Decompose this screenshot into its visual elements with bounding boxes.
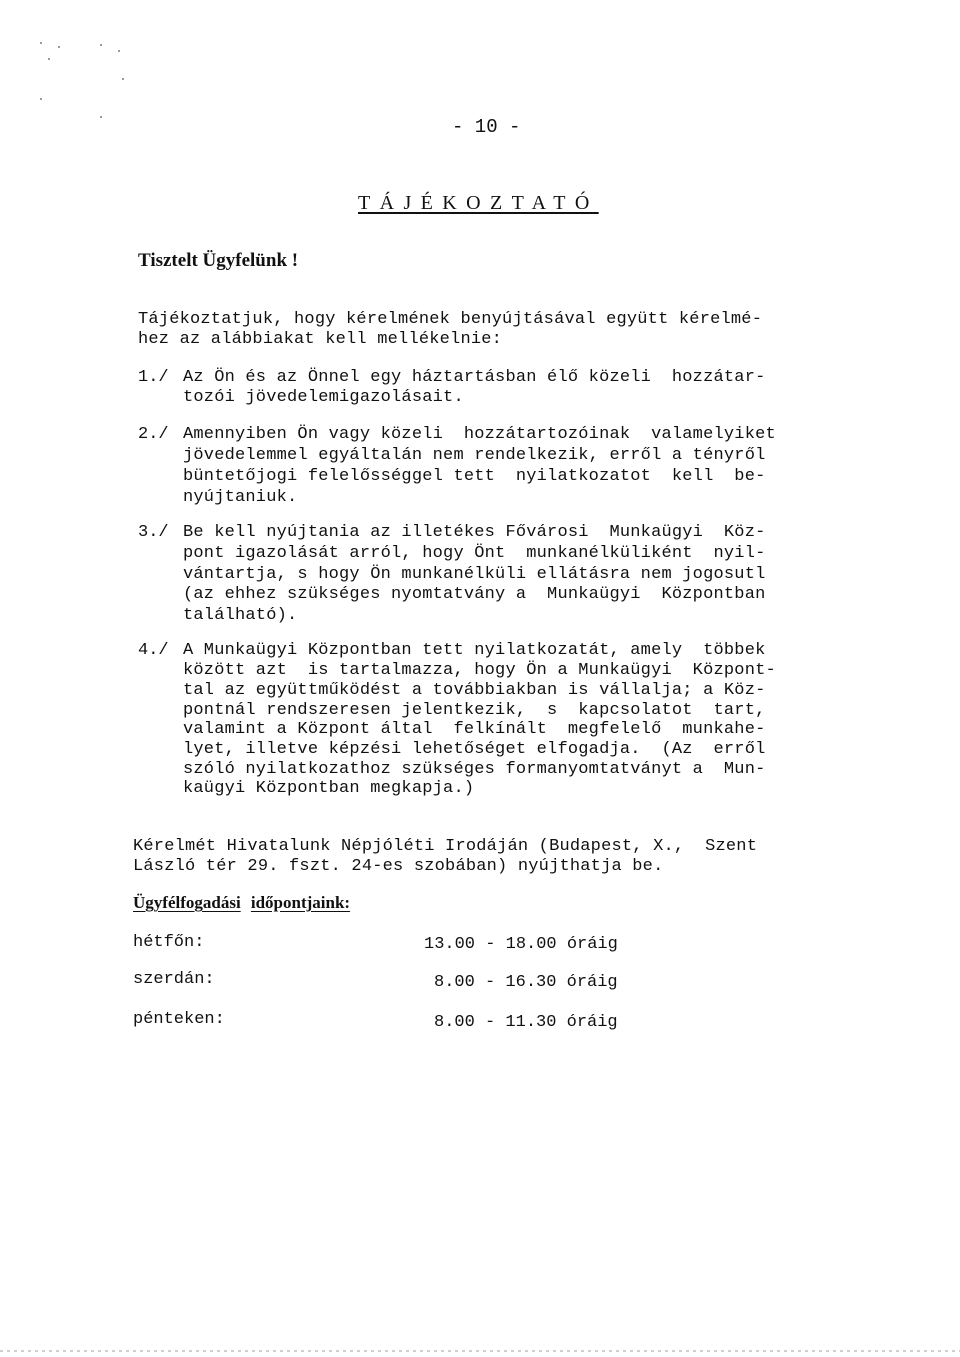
hours-heading-part2: időpontjaink: bbox=[250, 893, 351, 912]
item-number: 4./ bbox=[138, 641, 169, 660]
item-line: A Munkaügyi Központban tett nyilatkozatát, amely többek bbox=[183, 641, 766, 660]
item-line: Az Ön és az Önnel egy háztartásban élő közeli hozzátar- bbox=[183, 368, 766, 387]
scan-speck bbox=[122, 78, 124, 80]
item-line: tozói jövedelemigazolásait. bbox=[183, 388, 464, 407]
scan-speck bbox=[118, 50, 120, 52]
item-line: lyet, illetve képzési lehetőséget elfogadja. (Az erről bbox=[183, 740, 766, 759]
hours-heading bbox=[133, 893, 350, 914]
item-line: jövedelemmel egyáltalán nem rendelkezik, erről a tényről bbox=[183, 446, 766, 465]
item-line: között azt is tartalmazza, hogy Ön a Munkaügyi Központ- bbox=[183, 661, 776, 680]
item-line: található). bbox=[183, 606, 298, 625]
page-number: - 10 - bbox=[452, 116, 521, 138]
schedule-day: hétfőn: bbox=[133, 933, 205, 952]
scan-speck bbox=[48, 58, 50, 60]
document-title: TÁJÉKOZTATÓ bbox=[358, 192, 599, 214]
item-line: büntetőjogi felelősséggel tett nyilatkozatot kell be- bbox=[183, 467, 766, 486]
item-number: 1./ bbox=[138, 368, 169, 387]
scan-speck bbox=[100, 116, 102, 118]
schedule-day: szerdán: bbox=[133, 970, 215, 989]
item-line: Be kell nyújtania az illetékes Fővárosi Munkaügyi Köz- bbox=[183, 523, 766, 542]
item-line: pont igazolását arról, hogy Önt munkanélküliként nyil- bbox=[183, 544, 766, 563]
item-line: Amennyiben Ön vagy közeli hozzátartozóinak valamelyiket bbox=[183, 425, 776, 444]
intro-line: hez az alábbiakat kell mellékelnie: bbox=[138, 330, 503, 349]
schedule-hours: 8.00 - 11.30 óráig bbox=[434, 1013, 618, 1032]
schedule-hours: 13.00 - 18.00 óráig bbox=[424, 935, 618, 954]
item-line: tal az együttműködést a továbbiakban is vállalja; a Köz- bbox=[183, 681, 766, 700]
item-number: 3./ bbox=[138, 523, 169, 542]
item-line: vántartja, s hogy Ön munkanélküli ellátásra nem jogosutl bbox=[183, 565, 766, 584]
closing-line: Kérelmét Hivatalunk Népjóléti Irodáján (Budapest, X., Szent bbox=[133, 837, 758, 856]
item-number: 2./ bbox=[138, 425, 169, 444]
scan-speck bbox=[40, 98, 42, 100]
item-line: valamint a Központ által felkínált megfelelő munkahe- bbox=[183, 720, 766, 739]
scan-speck bbox=[40, 42, 42, 44]
schedule-hours: 8.00 - 16.30 óráig bbox=[434, 973, 618, 992]
scan-speck bbox=[100, 44, 102, 46]
hours-heading-part1: Ügyfélfogadási bbox=[133, 893, 241, 912]
closing-line: László tér 29. fszt. 24-es szobában) nyújthatja be. bbox=[133, 857, 664, 876]
item-line: pontnál rendszeresen jelentkezik, s kapcsolatot tart, bbox=[183, 701, 766, 720]
greeting: Tisztelt Ügyfelünk ! bbox=[138, 250, 299, 271]
intro-line: Tájékoztatjuk, hogy kérelmének benyújtásával együtt kérelmé- bbox=[138, 310, 763, 329]
item-line: kaügyi Központban megkapja.) bbox=[183, 779, 475, 798]
item-line: (az ehhez szükséges nyomtatvány a Munkaügyi Központban bbox=[183, 585, 766, 604]
schedule-day: pénteken: bbox=[133, 1010, 225, 1029]
scan-speck bbox=[58, 46, 60, 48]
item-line: szóló nyilatkozathoz szükséges formanyomtatványt a Mun- bbox=[183, 760, 766, 779]
item-line: nyújtaniuk. bbox=[183, 488, 298, 507]
scan-edge-noise bbox=[0, 1350, 960, 1352]
